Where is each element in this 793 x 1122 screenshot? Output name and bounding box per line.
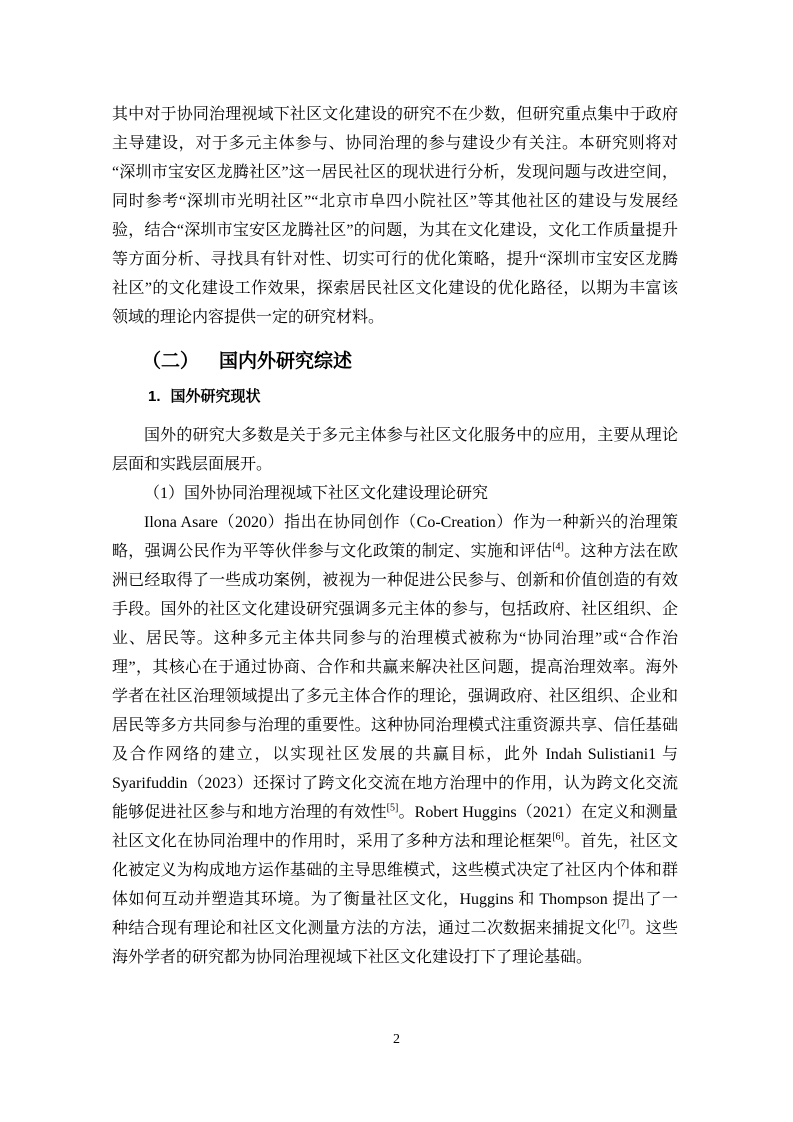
item-heading: （1）国外协同治理视域下社区文化建设理论研究 xyxy=(144,485,489,502)
citation-ref-7: [7] xyxy=(617,918,630,930)
section-title: 国内外研究综述 xyxy=(219,351,353,372)
page-number: 2 xyxy=(393,1032,400,1047)
subsection-number: 1. xyxy=(148,388,161,405)
paragraph-continuation: 其中对于协同治理视域下社区文化建设的研究不在少数，但研究重点集中于政府主导建设，对于多元主体参与、协同治理的参与建设少有关注。本研究则将对“深圳市宝安区龙腾社区”这一居民社区的现状进行分析，发现问题与改进空间，同时参考“深圳市光明社区”“北京市阜四小院社区”等其他社区的建设与发展经验，结合“深圳市宝安区龙腾社区”的问题，为其在文化建设，文化工作质量提升等方面分析、寻找具有针对性、切实可行的优化策略，提升“深圳市宝安区龙腾社区”的文化建设工作效果，探索居民社区文化建设的优化路径，以期为丰富该领域的理论内容提供一定的研究材料。 xyxy=(112,106,678,326)
page-content xyxy=(112,100,678,972)
paragraph-theory xyxy=(112,508,678,972)
paragraph-overview: 国外的研究大多数是关于多元主体参与社区文化服务中的应用，主要从理论层面和实践层面展开。 xyxy=(112,427,678,473)
citation-ref-6: [6] xyxy=(552,831,564,843)
section-number: （二） xyxy=(142,351,200,372)
paragraph-text: Ilona Asare（2020）指出在协同创作（Co-Creation）作为一种新兴的治理策略，强调公民作为平等伙伴参与文化政策的制定、实施和评估 xyxy=(112,514,678,560)
section-heading xyxy=(142,347,678,377)
paragraph-text: 。这些海外学者的研究都为协同治理视域下社区文化建设打下了理论基础。 xyxy=(112,920,678,966)
citation-ref-5: [5] xyxy=(386,802,399,814)
subsection-heading xyxy=(148,386,678,408)
paragraph-text: 。Robert Huggins（2021）在定义和测量社区文化在协同治理中的作用时，采用了多种方法和理论框架 xyxy=(112,804,678,850)
paragraph-text: 。这种方法在欧洲已经取得了一些成功案例，被视为一种促进公民参与、创新和价值创造的有效手段。国外的社区文化建设研究强调多元主体的参与，包括政府、社区组织、企业、居民等。这种多元主体共同参与的治理模式被称为“协同治理”或“合作治理”，其核心在于通过协商、合作和共赢来解决社区问题，提高治理效率。海外学者在社区治理领域提出了多元主体合作的理论，强调政府、社区组织、企业和居民等多方共同参与治理的重要性。这种协同治理模式注重资源共享、信任基础及合作网络的建立，以实现社区发展的共赢目标，此外 Indah Sulistiani1 与 Syarifuddin（2023）还探讨了跨文化交流在地方治理中的作用，认为跨文化交流能够促进社区参与和地方治理的有效性 xyxy=(112,543,678,821)
subsection-title: 国外研究现状 xyxy=(170,388,261,405)
paragraph-text: 。首先，社区文化被定义为构成地方运作基础的主导思维模式，这些模式决定了社区内个体和群体如何互动并塑造其环境。为了衡量社区文化，Huggins 和 Thompson 提出了一种结合现有理论和社区文化测量方法的方法，通过二次数据来捕捉文化 xyxy=(112,833,678,937)
page-footer xyxy=(0,1030,793,1048)
citation-ref-4: [4] xyxy=(552,541,564,553)
